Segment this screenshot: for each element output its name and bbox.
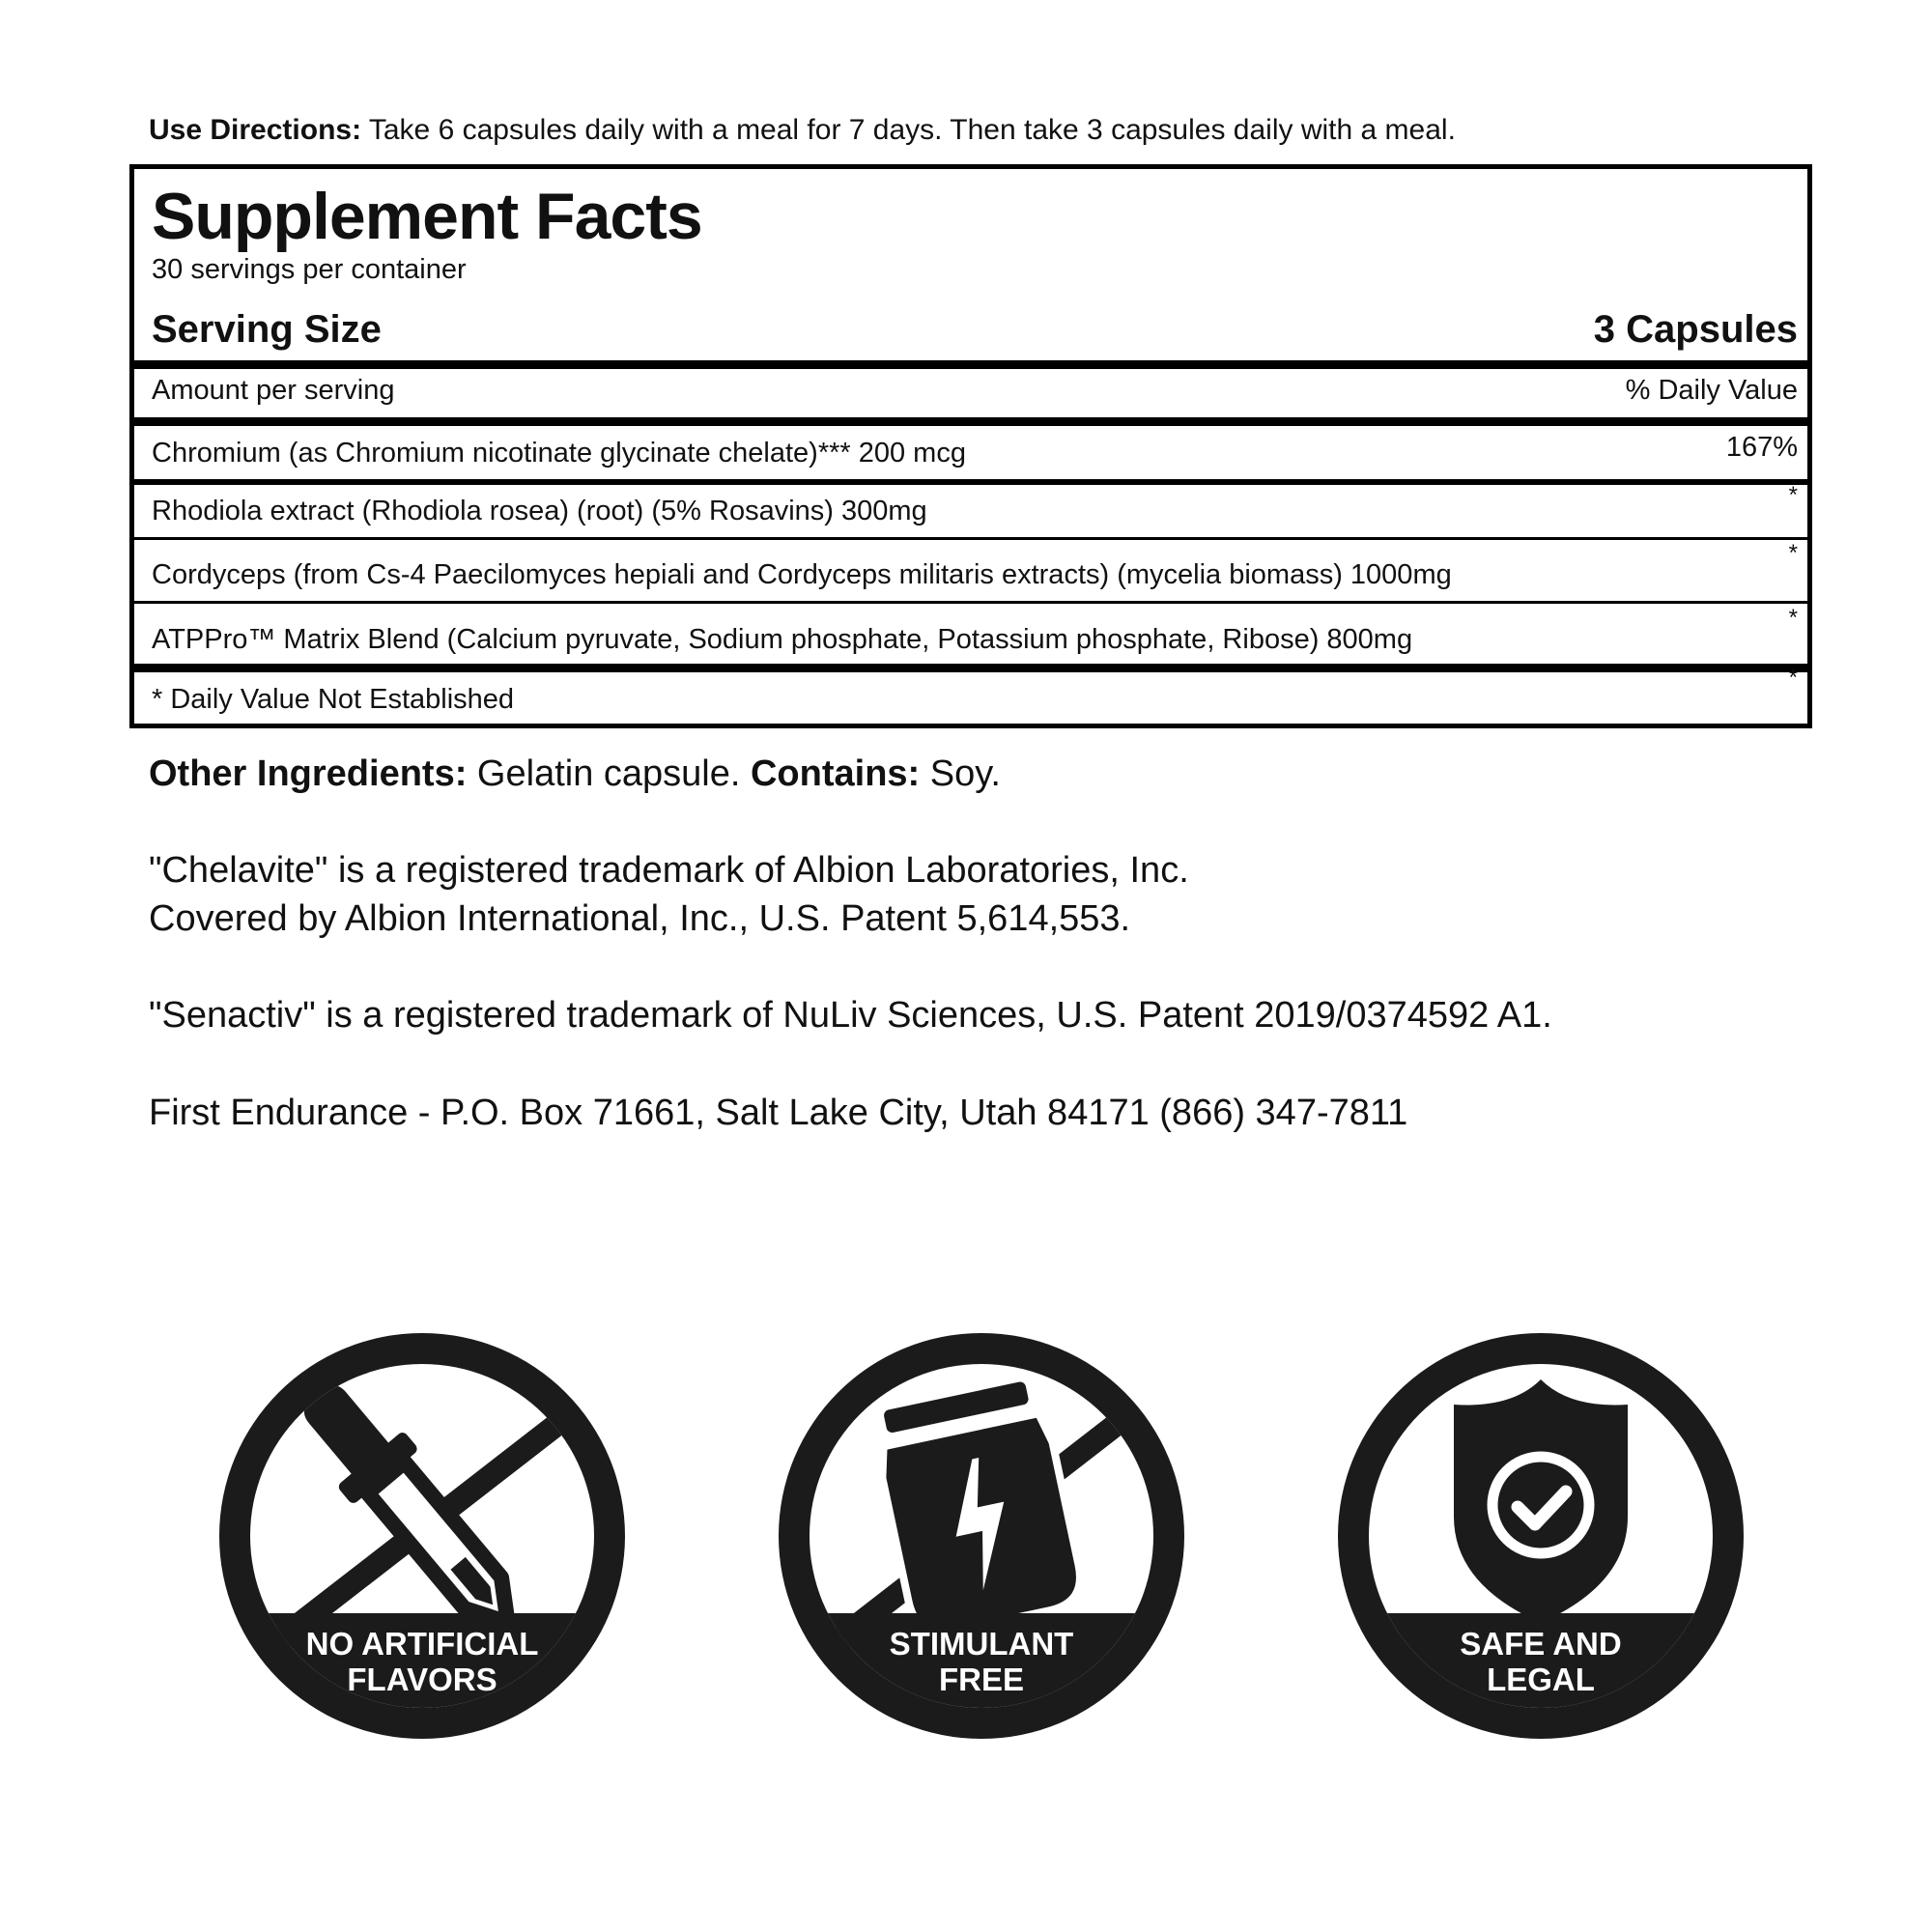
chelavite-trademark-line-1: "Chelavite" is a registered trademark of Albion Laboratories, Inc. [149, 850, 1189, 891]
chelavite-trademark-line-2: Covered by Albion International, Inc., U.S. Patent 5,614,553. [149, 898, 1131, 939]
divider [134, 537, 1807, 540]
ingredient-dv: * [1788, 540, 1798, 566]
supplement-facts-panel [129, 164, 1812, 728]
other-ingredients-text: Gelatin capsule. [467, 753, 751, 794]
thick-divider [134, 664, 1807, 672]
divider [134, 601, 1807, 604]
thick-divider [134, 417, 1807, 426]
serving-size-value: 3 Capsules [1593, 308, 1798, 351]
senactiv-trademark: "Senactiv" is a registered trademark of NuLiv Sciences, U.S. Patent 2019/0374592 A1. [149, 995, 1552, 1036]
badge-label [219, 1626, 625, 1697]
amount-per-serving-header: Amount per serving [152, 375, 395, 406]
contains-label: Contains: [750, 753, 921, 794]
contains-text: Soy. [920, 753, 1001, 794]
divider [134, 479, 1807, 485]
serving-size-row [152, 308, 1798, 356]
badge-label-line-2: FREE [938, 1662, 1024, 1697]
badge-stimulant-free [779, 1333, 1184, 1739]
badge-label [779, 1626, 1184, 1697]
other-ingredients [149, 753, 1001, 795]
footnote-asterisk: * [1788, 665, 1798, 691]
daily-value-header: % Daily Value [1625, 375, 1798, 406]
ingredient-name: Chromium (as Chromium nicotinate glycinate chelate)*** 200 mcg [152, 438, 966, 469]
thick-divider [134, 360, 1807, 369]
use-directions-label: Use Directions: [149, 114, 362, 146]
serving-size-label: Serving Size [152, 308, 382, 351]
ingredient-name: Rhodiola extract (Rhodiola rosea) (root) (5% Rosavins) 300mg [152, 496, 927, 526]
ingredient-name: ATPPro™ Matrix Blend (Calcium pyruvate, Sodium phosphate, Potassium phosphate, Ribose) 800mg [152, 624, 1413, 655]
badge-label-line-1: SAFE AND [1460, 1626, 1622, 1662]
other-ingredients-label: Other Ingredients: [149, 753, 468, 794]
badge-label-line-2: FLAVORS [347, 1662, 497, 1697]
badge-label-line-1: NO ARTIFICIAL [305, 1626, 539, 1662]
badge-no-artificial-flavors [219, 1333, 625, 1739]
facts-title: Supplement Facts [152, 180, 702, 253]
badge-label [1338, 1626, 1744, 1697]
use-directions-text: Take 6 capsules daily with a meal for 7 days. Then take 3 capsules daily with a meal. [361, 114, 1456, 146]
ingredient-dv: * [1788, 482, 1798, 508]
ingredient-dv: * [1788, 605, 1798, 631]
servings-per-container: 30 servings per container [152, 254, 467, 285]
badge-safe-and-legal [1338, 1333, 1744, 1739]
ingredient-dv: 167% [1725, 432, 1798, 463]
daily-value-footnote: * Daily Value Not Established [152, 684, 515, 715]
company-address: First Endurance - P.O. Box 71661, Salt Lake City, Utah 84171 (866) 347-7811 [149, 1093, 1408, 1133]
badge-label-line-1: STIMULANT [889, 1626, 1074, 1662]
badge-label-line-2: LEGAL [1487, 1662, 1595, 1697]
ingredient-name: Cordyceps (from Cs-4 Paecilomyces hepiali and Cordyceps militaris extracts) (mycelia biomass) 1000mg [152, 559, 1452, 590]
use-directions [149, 114, 1456, 147]
